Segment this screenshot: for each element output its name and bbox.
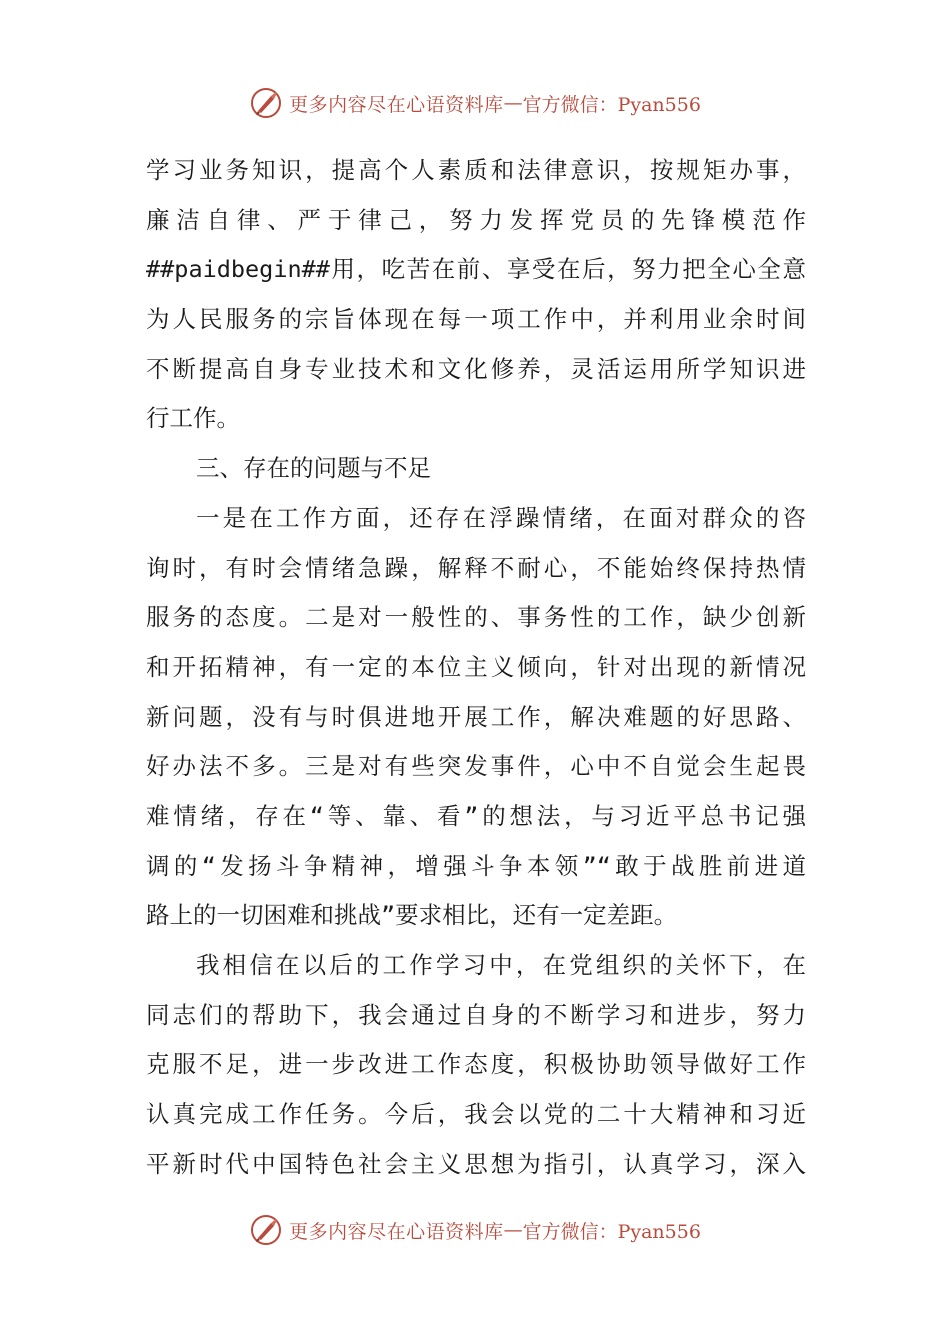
text-line: 好办法不多。三是对有些突发事件，心中不自觉会生起畏 (146, 752, 806, 781)
text-line: 我相信在以后的工作学习中，在党组织的关怀下，在 (196, 951, 806, 979)
document-body (146, 146, 806, 1189)
text-line: 路上的一切困难和挑战”要求相比，还有一定差距。 (146, 901, 678, 930)
watermark-contact: 官方微信：Pyan556 (522, 1220, 701, 1243)
text-line: 服务的态度。二是对一般性的、事务性的工作，缺少创新 (146, 603, 806, 632)
header-watermark-banner (0, 83, 950, 123)
text-line: 难情绪，存在“等、靠、看”的想法，与习近平总书记强 (146, 801, 806, 830)
paragraph-2 (146, 494, 806, 941)
watermark-contact: 官方微信：Pyan556 (522, 93, 701, 116)
quill-pen-logo-icon (249, 86, 283, 120)
quill-pen-logo-icon (249, 1213, 283, 1247)
watermark-text: 更多内容尽在心语资料库 (289, 1220, 504, 1243)
watermark-dash: — (503, 1219, 523, 1241)
text-line: ##paidbegin##用，吃苦在前、享受在后，努力把全心全意 (146, 255, 806, 284)
text-line: 不断提高自身专业技术和文化修养，灵活运用所学知识进 (146, 354, 806, 383)
text-line: 克服不足，进一步改进工作态度，积极协助领导做好工作 (146, 1050, 806, 1079)
text-line: 和开拓精神，有一定的本位主义倾向，针对出现的新情况 (146, 652, 806, 681)
text-line: 一是在工作方面，还存在浮躁情绪，在面对群众的咨 (196, 503, 806, 532)
watermark-text: 更多内容尽在心语资料库 (289, 93, 504, 116)
paragraph-3 (146, 941, 806, 1189)
text-line: 调的“发扬斗争精神，增强斗争本领”“敢于战胜前进道 (146, 851, 806, 880)
text-line: 新问题，没有与时俱进地开展工作，解决难题的好思路、 (146, 702, 806, 731)
text-line: 廉洁自律、严于律己，努力发挥党员的先锋模范作 (146, 205, 806, 234)
watermark-dash: — (503, 92, 523, 114)
footer-watermark-banner (0, 1210, 950, 1250)
text-line: 询时，有时会情绪急躁，解释不耐心，不能始终保持热情 (146, 553, 806, 582)
text-line: 认真完成工作任务。今后，我会以党的二十大精神和习近 (146, 1100, 806, 1129)
text-line: 同志们的帮助下，我会通过自身的不断学习和进步，努力 (146, 1000, 806, 1029)
paragraph-1 (146, 146, 806, 444)
text-line: 为人民服务的宗旨体现在每一项工作中，并利用业余时间 (146, 305, 806, 334)
section-heading: 三、存在的问题与不足 (196, 454, 431, 483)
text-line: 行工作。 (146, 404, 240, 433)
text-line: 学习业务知识，提高个人素质和法律意识，按规矩办事， (146, 156, 806, 184)
text-line: 平新时代中国特色社会主义思想为指引，认真学习，深入 (146, 1149, 806, 1178)
